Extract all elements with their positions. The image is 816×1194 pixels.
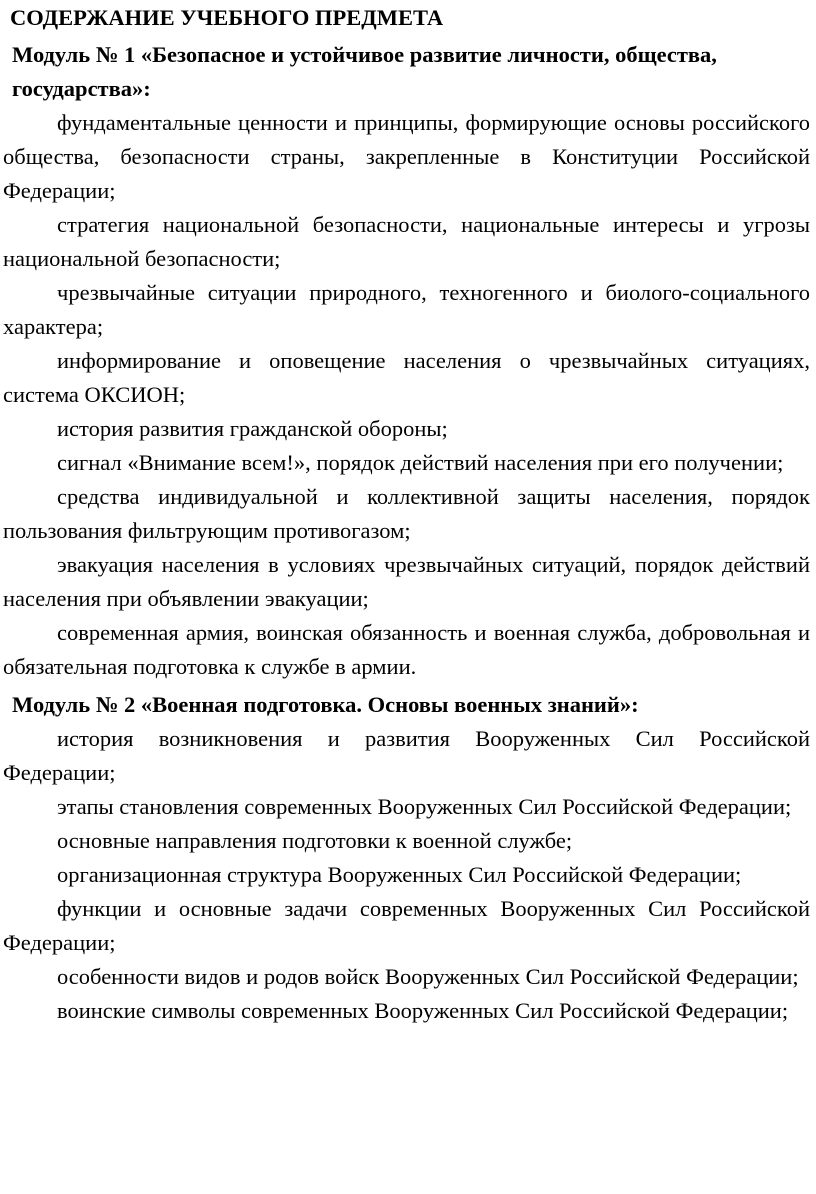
list-item: фундаментальные ценности и принципы, формирующие основы российского общества, безопасности страны, закрепленные в Конституции Российской Федерации; (3, 110, 810, 203)
list-item: современная армия, воинская обязанность и военная служба, добровольная и обязательная подготовка к службе в армии. (3, 620, 810, 679)
list-item: этапы становления современных Вооруженных Сил Российской Федерации; (57, 794, 792, 819)
page-title: СОДЕРЖАНИЕ УЧЕБНОГО ПРЕДМЕТА (10, 5, 444, 30)
list-item: функции и основные задачи современных Вооруженных Сил Российской Федерации; (3, 896, 810, 955)
list-item: история возникновения и развития Вооруженных Сил Российской Федерации; (3, 726, 810, 785)
list-item: особенности видов и родов войск Вооруженных Сил Российской Федерации; (57, 964, 799, 989)
module-2-items (3, 722, 810, 1028)
list-item: сигнал «Внимание всем!», порядок действий населения при его получении; (57, 450, 784, 475)
list-item: эвакуация населения в условиях чрезвычайных ситуаций, порядок действий населения при объявлении эвакуации; (3, 552, 810, 611)
module-1-section (3, 38, 810, 684)
list-item: чрезвычайные ситуации природного, техногенного и биолого-социального характера; (3, 280, 810, 339)
module-1-heading: Модуль № 1 «Безопасное и устойчивое развитие личности, общества, государства»: (12, 42, 717, 101)
list-item: основные направления подготовки к военной службе; (57, 828, 573, 853)
list-item: организационная структура Вооруженных Сил Российской Федерации; (57, 862, 742, 887)
list-item: средства индивидуальной и коллективной защиты населения, порядок пользования фильтрующим противогазом; (3, 484, 810, 543)
module-2-heading: Модуль № 2 «Военная подготовка. Основы военных знаний»: (12, 692, 639, 717)
list-item: воинские символы современных Вооруженных Сил Российской Федерации; (57, 998, 789, 1023)
list-item: стратегия национальной безопасности, национальные интересы и угрозы национальной безопасности; (3, 212, 810, 271)
module-1-items (3, 106, 810, 684)
list-item: информирование и оповещение населения о чрезвычайных ситуациях, система ОКСИОН; (3, 348, 810, 407)
module-2-section (3, 688, 810, 1028)
list-item: история развития гражданской обороны; (57, 416, 448, 441)
